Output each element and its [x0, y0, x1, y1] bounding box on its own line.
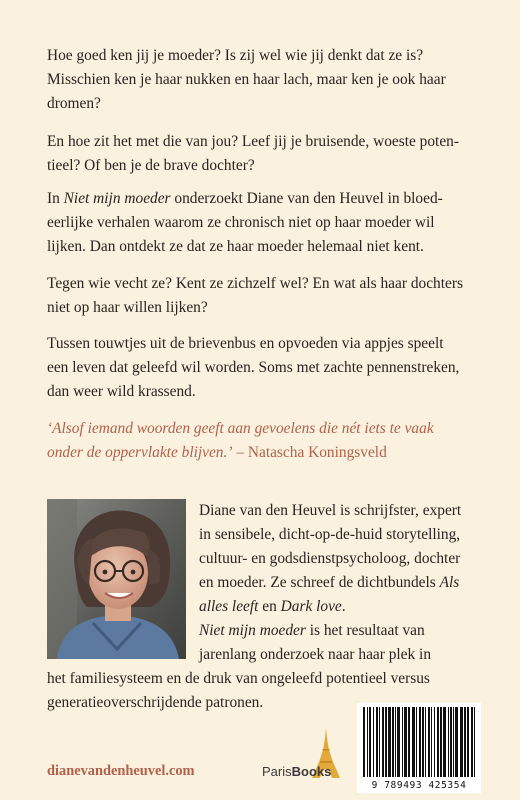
- book-summary-paragraph: In Niet mijn moeder onderzoekt Diane van den Heuvel in bloed- eerlijke verhalen waarom ze chronisch niet op haar moeder wil lijken. Dan ontdekt ze dat ze haar moeder helemaal niet kent.: [47, 190, 443, 255]
- text-line: een leven dat geleefd wil worden. Soms met zachte pennenstreken,: [47, 359, 460, 376]
- closing-paragraph: [47, 332, 477, 404]
- text-line: eerlijke verhalen waarom ze chronisch niet op haar moeder wil: [47, 214, 435, 231]
- text-line: dromen?: [47, 95, 101, 112]
- text-line: En hoe zit het met die van jou? Leef jij je bruisende, woeste poten-: [47, 133, 459, 150]
- text-line: Hoe goed ken jij je moeder? Is zij wel wie jij denkt dat ze is?: [47, 47, 424, 64]
- author-website[interactable]: dianevandenheuvel.com: [47, 763, 195, 779]
- barcode-bars: [357, 703, 481, 779]
- book-title: Niet mijn moeder: [63, 190, 171, 207]
- question-paragraph: [47, 130, 477, 178]
- text-line: Misschien ken je haar nukken en haar lach, maar ken je ook haar: [47, 71, 446, 88]
- intro-paragraph: [47, 44, 477, 116]
- author-bio: Diane van den Heuvel is schrijfster, expert in sensibele, dicht-op-de-huid storytelling, cultuur- en godsdienstpsycholoog, dochter en moeder. Ze schreef de dichtbundels Als alles leeft en Dark love.: [199, 502, 462, 615]
- isbn-barcode: [357, 703, 481, 793]
- book-result-text-continued: het familiesysteem en de druk van ongeleefd potentieel versus generatieoverschrijdende patronen.: [47, 670, 430, 711]
- quote-author: – Natascha Koningsveld: [232, 444, 387, 461]
- author-photo: [47, 499, 186, 659]
- questions-paragraph: [47, 272, 477, 320]
- text-line: lijken. Dan ontdekt ze dat ze haar moeder helemaal niet kent.: [47, 238, 424, 255]
- isbn-number: 9 789493 425354: [371, 780, 467, 791]
- text-line: Tegen wie vecht ze? Kent ze zichzelf wel? En wat als haar dochters: [47, 275, 463, 292]
- book-result-text: Niet mijn moeder is het resultaat van jarenlang onderzoek naar haar plek in: [199, 622, 432, 663]
- book-title: Niet mijn moeder: [199, 622, 306, 639]
- text-line: dan weer wild krassend.: [47, 383, 196, 400]
- text-line: Tussen touwtjes uit de brievenbus en opvoeden via appjes speelt: [47, 335, 444, 352]
- endorsement-quote: ‘Alsof iemand woorden geeft aan gevoelens die nét iets te vaak onder de oppervlakte blijven.’ – Natascha Koningsveld: [47, 420, 434, 461]
- publisher-logo: ParisBooks: [262, 764, 332, 779]
- text-line: niet op haar willen lijken?: [47, 299, 208, 316]
- text-line: tieel? Of ben je de brave dochter?: [47, 157, 255, 174]
